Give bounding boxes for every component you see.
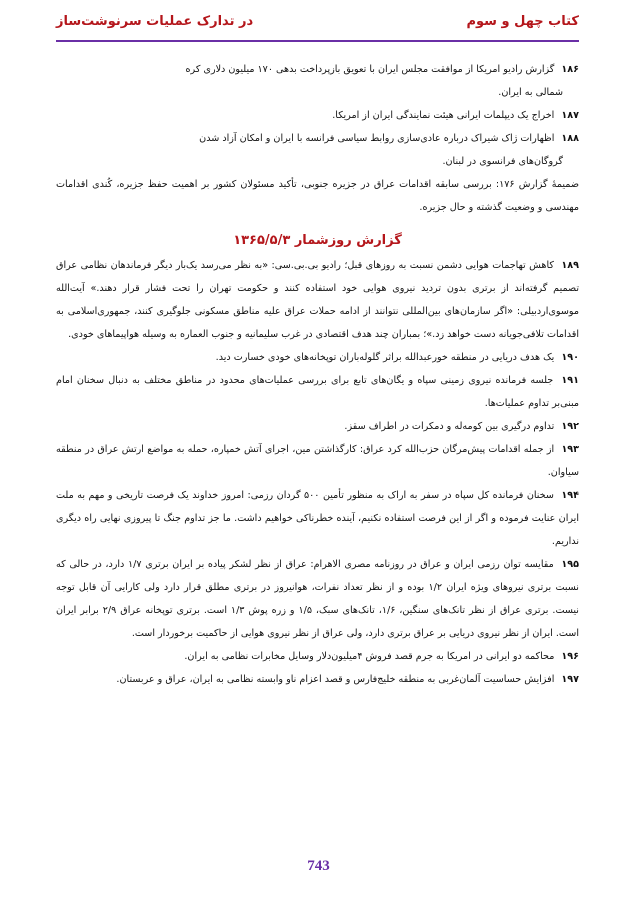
list-item xyxy=(56,438,579,484)
book-title: کتاب چهل و سوم xyxy=(466,14,579,29)
item-number: ۱۹۳ xyxy=(561,444,580,455)
item-number: ۱۹۶ xyxy=(561,651,579,662)
item-text-continued: گروگان‌های فرانسوی در لبنان. xyxy=(442,156,563,167)
page-content xyxy=(56,58,579,691)
item-number: ۱۹۱ xyxy=(561,375,579,386)
item-text: یک هدف دریایی در منطقه خورعبدالله براثر گلوله‌باران توپخانه‌های خودی خسارت دید. xyxy=(215,352,555,363)
list-item xyxy=(56,58,579,104)
item-text: اخراج یک دیپلمات ایرانی هیئت نمایندگی ایران از امریکا. xyxy=(332,110,555,121)
item-text: مقایسه توان رزمی ایران و عراق در روزنامه مصری الاهرام: عراق از نظر لشکر پیاده بر ایران برتری ۱/۷ دارد، در حالی که نسبت برتری نیروهای ویژه ایران ۱/۲ بوده و از نظر تعداد نفرات، هوانیروز در برتری مطلق قرار دارد ولی کارایی آن قابل توجه نیست. برتری عراق از نظر تانک‌های سنگین، ۱/۶، تانک‌های سبک، ۱/۵ و زره پوش ۱/۳ است. برتری توپخانه عراق ۲/۹ برابر ایران است. ایران از نظر نیروی دریایی بر عراق برتری دارد، ولی عراق از نظر نیروی هوایی از حاکمیت برخوردار است. xyxy=(56,559,579,639)
item-text: کاهش تهاجمات هوایی دشمن نسبت به روزهای قبل؛ رادیو بی.بی.سی: «به نظر می‌رسد یک‌بار دیگر فرماندهان نظامی عراق تصمیم گرفته‌اند از برتری بدون تردید نیروی هوایی خود استفاده کنند و حکومت تهران را تحت فشار قرار دهند.» آیت‌الله موسوی‌اردبیلی: «اگر سازمان‌های بین‌المللی نتوانند از ادامه حملات عراق علیه مناطق مسکونی جلوگیری کنند، جمهوری‌اسلامی به اقدامات تلافی‌جویانه دست خواهد زد.»؛ بمباران چند هدف اقتصادی در غرب سلیمانیه و جنوب العماره به وسیله هواپیماهای خودی. xyxy=(56,260,579,340)
list-item xyxy=(56,415,579,438)
item-text: گزارش رادیو امریکا از موافقت مجلس ایران با تعویق بازپرداخت بدهی ۱۷۰ میلیون دلاری کره xyxy=(185,64,555,75)
operations-title: در تدارک عملیات سرنوشت‌ساز xyxy=(56,14,254,29)
item-number: ۱۸۶ xyxy=(561,64,579,75)
list-item xyxy=(56,645,579,668)
appendix-note: ضمیمهٔ گزارش ۱۷۶: بررسی سابقه اقدامات عراق در جزیره جنوبی، تأکید مسئولان کشور بر اهمیت حفظ جزیره، کُندی اقدامات مهندسی و وضعیت گذشته و حال جزیره. xyxy=(56,179,579,213)
header-divider xyxy=(56,40,579,42)
item-number: ۱۹۵ xyxy=(561,559,579,570)
item-text: جلسه فرمانده نیروی زمینی سپاه و یگان‌های تابع برای بررسی عملیات‌های محدود در مناطق مختلف به دنبال سخنان امام مبنی‌بر تداوم عملیات‌ها. xyxy=(56,375,579,409)
item-text: سخنان فرمانده کل سپاه در سفر به اراک به منظور تأمین ۵۰۰ گردان رزمی: امروز خداوند یک فرصت تاریخی و مهم به ملت ایران عنایت فرموده و اگر از این فرصت استفاده نکنیم، آینده خطرناکی خواهیم داشت. ما جز تداوم جنگ تا پیروزی نهایی راه دیگری نداریم. xyxy=(56,490,579,547)
item-text: اظهارات ژاک شیراک درباره عادی‌سازی روابط سیاسی فرانسه با ایران و امکان آزاد شدن xyxy=(199,133,555,144)
item-text: از جمله اقدامات پیش‌مرگان حزب‌الله کرد عراق: کارگذاشتن مین، اجرای آتش خمپاره، حمله به مواضع ارتش عراق در منطقه سیاوان. xyxy=(56,444,579,478)
list-item xyxy=(56,254,579,346)
item-number: ۱۹۷ xyxy=(561,674,579,685)
page-header xyxy=(56,14,579,40)
list-item xyxy=(56,553,579,645)
page-number: 743 xyxy=(307,858,330,874)
list-item xyxy=(56,346,579,369)
list-item xyxy=(56,484,579,553)
item-number: ۱۸۹ xyxy=(561,260,579,271)
list-item xyxy=(56,668,579,691)
item-text-continued: شمالی به ایران. xyxy=(498,87,563,98)
item-number: ۱۹۴ xyxy=(561,490,579,501)
report-title: گزارش روزشمار ۱۳۶۵/۵/۳ xyxy=(233,233,402,248)
list-item xyxy=(56,127,579,173)
item-number: ۱۹۰ xyxy=(561,352,579,363)
list-item xyxy=(56,369,579,415)
item-text: محاکمه دو ایرانی در امریکا به جرم قصد فروش ۴میلیون‌دلار وسایل مخابرات نظامی به ایران. xyxy=(184,651,555,662)
item-number: ۱۹۲ xyxy=(561,421,579,432)
item-number: ۱۸۸ xyxy=(561,133,579,144)
item-text: تداوم درگیری بین کومه‌له و دمکرات در اطراف سقز. xyxy=(344,421,555,432)
item-number: ۱۸۷ xyxy=(561,110,579,121)
list-item xyxy=(56,104,579,127)
item-text: افزایش حساسیت آلمان‌غربی به منطقه خلیج‌فارس و قصد اعزام ناو وابسته نظامی به ایران، عراق و عربستان. xyxy=(116,674,555,685)
